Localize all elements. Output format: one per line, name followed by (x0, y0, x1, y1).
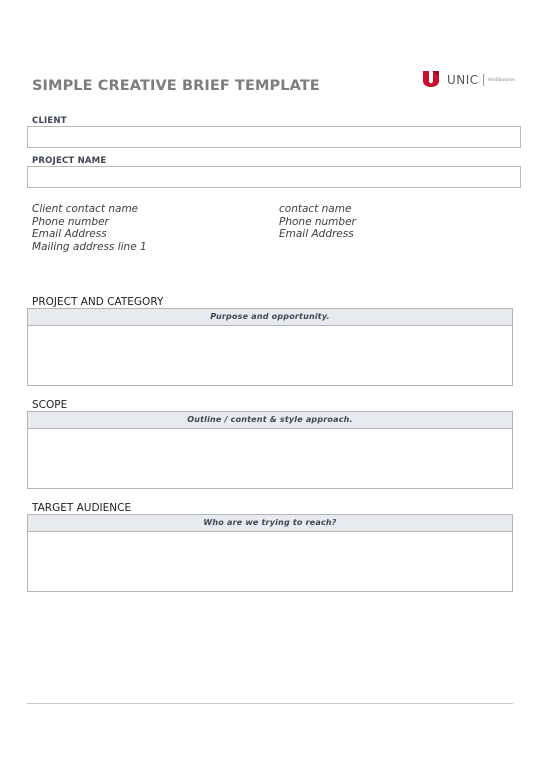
client-field[interactable] (27, 126, 521, 148)
unic-logo-icon (421, 69, 441, 91)
section-body-outline[interactable] (28, 429, 512, 488)
project-name-field[interactable] (27, 166, 521, 188)
footer-divider (27, 703, 513, 704)
client-phone-number[interactable]: Phone number (32, 215, 109, 228)
client-label: CLIENT (32, 116, 67, 126)
section-table-target-audience (27, 514, 513, 592)
agency-email-address[interactable]: Email Address (279, 228, 354, 240)
section-header-purpose: Purpose and opportunity. (28, 309, 512, 326)
section-table-scope (27, 411, 513, 489)
section-heading-target-audience: TARGET AUDIENCE (32, 502, 132, 514)
agency-phone-number[interactable]: Phone number (279, 215, 356, 228)
client-email-address[interactable]: Email Address (32, 228, 107, 240)
section-header-outline: Outline / content & style approach. (28, 412, 512, 429)
client-contact-name[interactable]: Client contact name (32, 203, 139, 215)
agency-contact-block (279, 203, 356, 241)
section-header-audience: Who are we trying to reach? (28, 515, 512, 532)
section-body-purpose[interactable] (28, 326, 512, 385)
company-logo (421, 69, 515, 91)
logo-divider (483, 74, 484, 86)
document-title: SIMPLE CREATIVE BRIEF TEMPLATE (32, 78, 320, 94)
section-body-audience[interactable] (28, 532, 512, 591)
logo-tagline: Vestibulares (487, 77, 516, 83)
logo-wordmark: UNIC (447, 73, 479, 87)
client-mailing-address[interactable]: Mailing address line 1 (32, 240, 147, 253)
section-table-project-category (27, 308, 513, 386)
project-name-label: PROJECT NAME (32, 156, 107, 166)
client-contact-block (32, 203, 147, 253)
section-heading-project-category: PROJECT AND CATEGORY (32, 296, 164, 308)
section-heading-scope: SCOPE (32, 399, 68, 411)
agency-contact-name[interactable]: contact name (279, 203, 352, 215)
